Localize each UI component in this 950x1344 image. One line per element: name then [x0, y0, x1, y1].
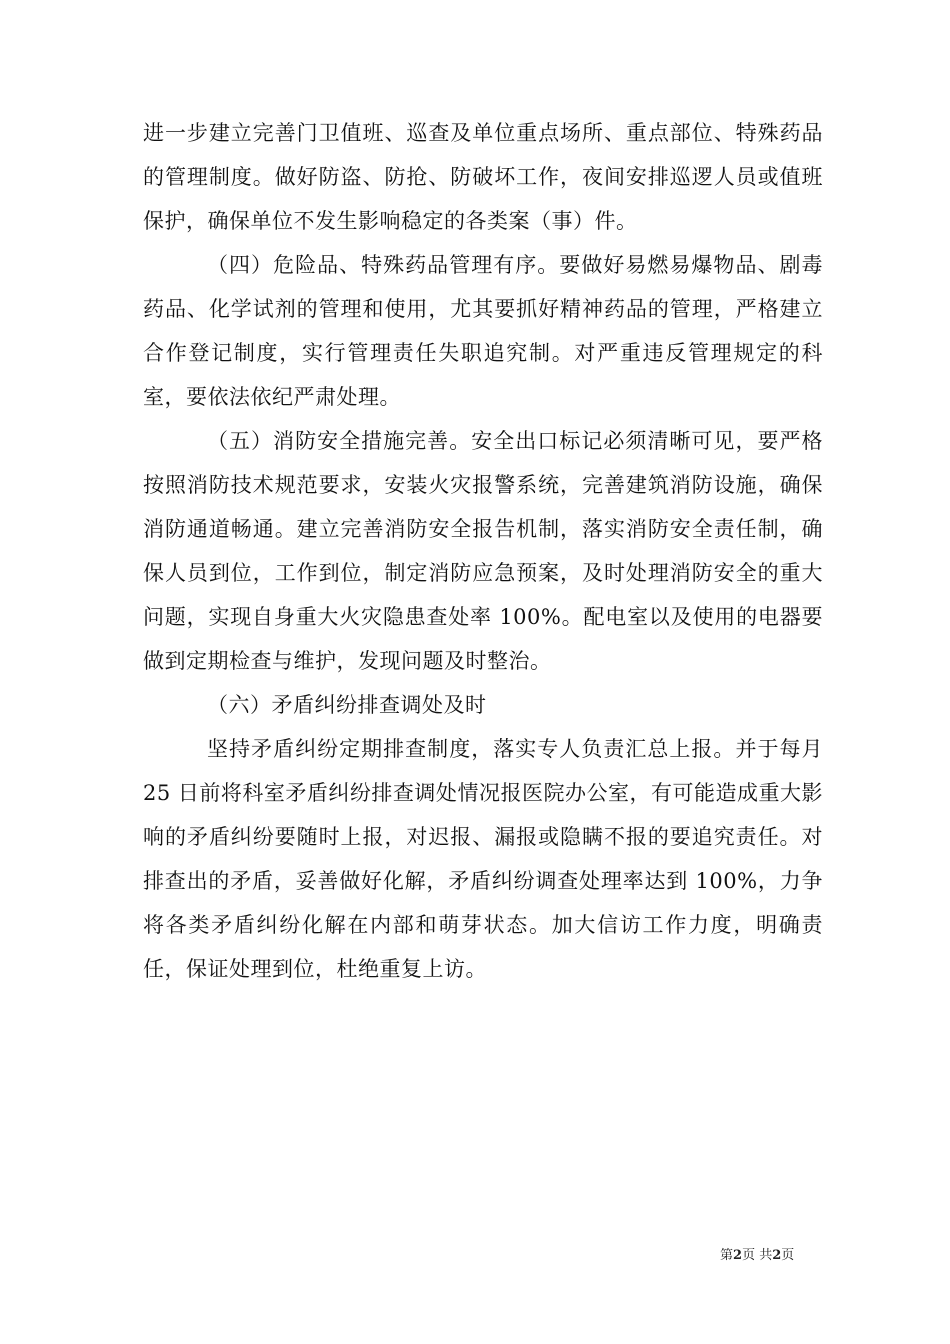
footer-suffix: 页 — [781, 1248, 795, 1263]
text-line: 进一步建立完善门卫值班、巡查及单位重点场所、重点部位、特殊 — [143, 121, 780, 145]
text-line: 究责任。对排查出的矛盾，妥善做好化解，矛盾纠纷调查处理率达 — [143, 825, 824, 893]
text-line: 月 25 日前将科室矛盾纠纷排查调处情况报医院办公室，有可能造成 — [143, 737, 823, 805]
footer-middle: 页 共 — [742, 1248, 773, 1263]
paragraph-hazardous-goods — [143, 243, 823, 419]
text-line: （五）消防安全措施完善。安全出口标记必须清晰可见，要严 — [207, 429, 802, 453]
text-line: 格按照消防技术规范要求，安装火灾报警系统，完善建筑消防设施， — [143, 429, 823, 497]
text-line: 员或值班保护，确保单位不发生影响稳定的各类案（事）件。 — [143, 165, 824, 233]
page-number-footer — [720, 1247, 794, 1265]
text-line: 坚持矛盾纠纷定期排查制度，落实专人负责汇总上报。并于每 — [207, 737, 802, 761]
text-line: 防安全的重大问题，实现自身重大火灾隐患查处率 100%。配电室以 — [143, 561, 823, 629]
text-line: 任制，确保人员到位，工作到位，制定消防应急预案，及时处理消 — [143, 517, 824, 585]
text-line: 确保消防通道畅通。建立完善消防安全报告机制，落实消防安全责 — [143, 473, 824, 541]
text-line: 重大影响的矛盾纠纷要随时上报，对迟报、漏报或隐瞒不报的要追 — [143, 781, 823, 849]
paragraph-fire-safety — [143, 419, 823, 683]
text-line: 作力度，明确责任，保证处理到位，杜绝重复上访。 — [143, 913, 824, 981]
footer-prefix: 第 — [720, 1248, 734, 1263]
text-line: 及使用的电器要做到定期检查与维护，发现问题及时整治。 — [143, 605, 824, 673]
section-heading-dispute-resolution — [143, 683, 823, 727]
text-line: 格建立合作登记制度，实行管理责任失职追究制。对严重违反管理 — [143, 297, 824, 365]
text-line: （四）危险品、特殊药品管理有序。要做好易燃易爆物品、剧 — [207, 253, 802, 277]
text-line: 规定的科室，要依法依纪严肃处理。 — [143, 341, 824, 409]
total-page-number: 2 — [772, 1248, 782, 1263]
text-line: 毒药品、化学试剂的管理和使用，尤其要抓好精神药品的管理，严 — [143, 253, 823, 321]
paragraph-security-management — [143, 111, 823, 243]
paragraph-dispute-resolution — [143, 727, 823, 991]
text-line: 药品的管理制度。做好防盗、防抢、防破坏工作，夜间安排巡逻人 — [143, 121, 824, 189]
document-body — [143, 111, 823, 991]
current-page-number: 2 — [733, 1248, 743, 1263]
text-line: 到 100%，力争将各类矛盾纠纷化解在内部和萌芽状态。加大信访工 — [143, 869, 823, 937]
text-line: （六）矛盾纠纷排查调处及时 — [207, 693, 487, 717]
